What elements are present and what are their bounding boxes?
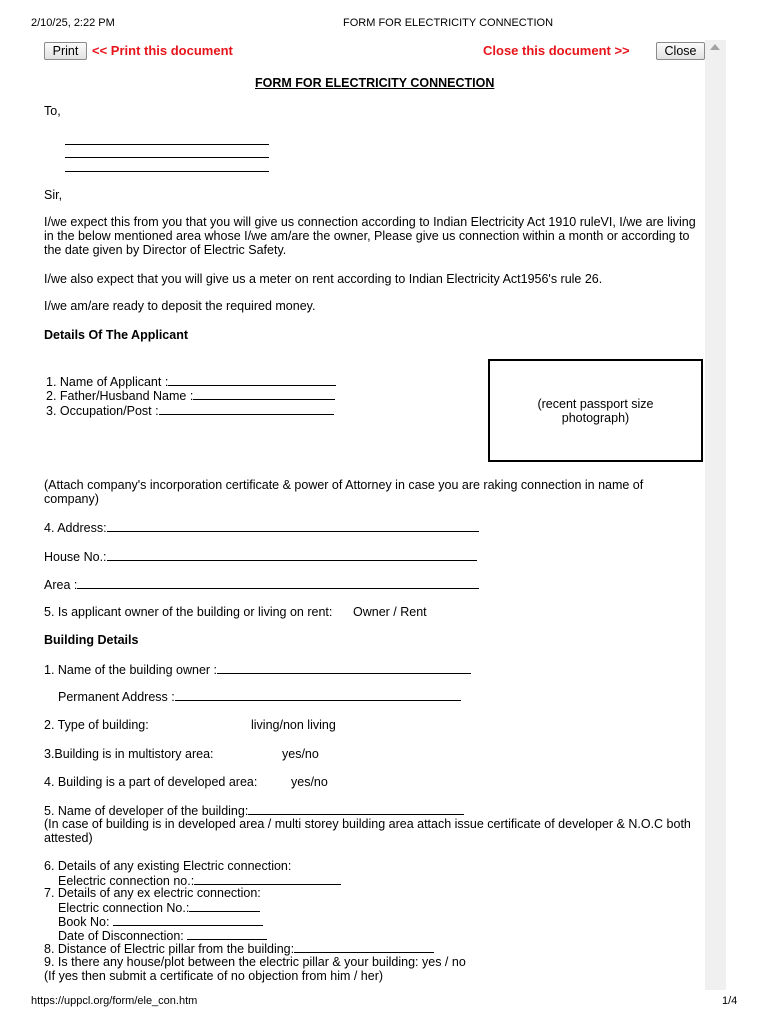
- print-page-title: FORM FOR ELECTRICITY CONNECTION: [343, 17, 554, 29]
- ex-connection-label: 7. Details of any ex electric connection:: [44, 886, 261, 900]
- address-field: [44, 520, 479, 535]
- house-blank[interactable]: [107, 549, 477, 561]
- applicant-name-blank[interactable]: [168, 374, 336, 386]
- address-line-3: [65, 171, 269, 172]
- developer-field: [44, 803, 464, 818]
- salutation: Sir,: [44, 188, 63, 202]
- pillar-distance-blank[interactable]: [294, 941, 434, 953]
- print-page-number: 1/4: [722, 995, 738, 1007]
- vertical-scrollbar[interactable]: [705, 40, 726, 990]
- owner-question: 5. Is applicant owner of the building or living on rent:: [44, 605, 333, 619]
- address-blank[interactable]: [107, 520, 479, 532]
- ex-connection-no-blank[interactable]: [189, 900, 260, 912]
- house-field: [44, 549, 477, 564]
- developed-options: yes/no: [291, 775, 328, 789]
- ex-connection-no-field: [58, 900, 260, 915]
- building-heading: Building Details: [44, 633, 139, 647]
- building-type-label: 2. Type of building:: [44, 718, 149, 732]
- scroll-up-arrow-icon[interactable]: [710, 44, 720, 50]
- address-line-1: [65, 144, 269, 145]
- form-title: FORM FOR ELECTRICITY CONNECTION: [255, 76, 495, 90]
- print-url: https://uppcl.org/form/ele_con.htm: [31, 995, 198, 1007]
- attach-note: (Attach company's incorporation certificate & power of Attorney in case you are raking connection in name of company): [44, 478, 644, 506]
- print-datetime: 2/10/25, 2:22 PM: [31, 17, 115, 29]
- paragraph-1: I/we expect this from you that you will give us connection according to Indian Electricity Act 1910 ruleVI, I/we are living in the below mentioned area whose I/we am/are the owner, Please give us connection within a month or according to the date given by Director of Electric Safety.: [44, 215, 696, 257]
- building-type-options: living/non living: [251, 718, 336, 732]
- disconnection-date-blank[interactable]: [187, 928, 267, 940]
- developer-note: (In case of building is in developed area / multi storey building area attach issue certificate of developer & N.O.C both attested): [44, 817, 691, 845]
- existing-connection-no-blank[interactable]: [194, 873, 341, 885]
- to-label: To,: [44, 104, 61, 118]
- book-no-blank[interactable]: [113, 914, 263, 926]
- father-husband-label: 2. Father/Husband Name :: [46, 389, 194, 403]
- developed-label: 4. Building is a part of developed area:: [44, 775, 258, 789]
- address-line-2: [65, 157, 269, 158]
- book-no-label: Book No:: [58, 915, 110, 929]
- occupation-label: 3. Occupation/Post :: [46, 404, 159, 418]
- close-document-link[interactable]: Close this document >>: [483, 43, 630, 58]
- occupation-blank[interactable]: [159, 403, 334, 415]
- disconnection-date-label: Date of Disconnection:: [58, 929, 184, 943]
- permanent-address-blank[interactable]: [175, 689, 461, 701]
- developer-blank[interactable]: [248, 803, 464, 815]
- photo-box: [488, 359, 703, 462]
- plot-note: (If yes then submit a certificate of no objection from him / her): [44, 969, 384, 983]
- book-no-field: [58, 914, 263, 929]
- area-blank[interactable]: [77, 577, 479, 589]
- multistory-options: yes/no: [282, 747, 319, 761]
- permanent-address-label: Permanent Address :: [58, 690, 175, 704]
- applicant-heading: Details Of The Applicant: [44, 328, 189, 342]
- multistory-label: 3.Building is in multistory area:: [44, 747, 214, 761]
- plot-question: 9. Is there any house/plot between the electric pillar & your building: yes / no: [44, 955, 466, 969]
- area-label: Area :: [44, 578, 78, 592]
- print-document-link[interactable]: << Print this document: [92, 43, 233, 58]
- applicant-name-label: 1. Name of Applicant :: [46, 375, 169, 389]
- existing-connection-no-label: Eelectric connection no.:: [58, 874, 195, 888]
- paragraph-3: I/we am/are ready to deposit the required money.: [44, 299, 316, 313]
- building-owner-blank[interactable]: [217, 662, 471, 674]
- occupation-field: [46, 403, 334, 418]
- developer-label: 5. Name of developer of the building:: [44, 804, 249, 818]
- existing-connection-label: 6. Details of any existing Electric connection:: [44, 859, 292, 873]
- applicant-name-field: [46, 374, 336, 389]
- address-label: 4. Address:: [44, 521, 107, 535]
- building-owner-field: [44, 662, 471, 677]
- paragraph-2: I/we also expect that you will give us a meter on rent according to Indian Electricity Act1956's rule 26.: [44, 272, 603, 286]
- print-button[interactable]: Print: [44, 42, 87, 60]
- owner-options: Owner / Rent: [353, 605, 427, 619]
- photo-label: (recent passport size photograph): [537, 396, 654, 425]
- pillar-distance-label: 8. Distance of Electric pillar from the building:: [44, 942, 295, 956]
- permanent-address-field: [58, 689, 461, 704]
- building-owner-label: 1. Name of the building owner :: [44, 663, 218, 677]
- close-button[interactable]: Close: [656, 42, 705, 60]
- area-field: [44, 577, 479, 592]
- house-label: House No.:: [44, 550, 107, 564]
- ex-connection-no-label: Electric connection No.:: [58, 901, 190, 915]
- father-husband-field: [46, 388, 335, 403]
- father-husband-blank[interactable]: [193, 388, 335, 400]
- pillar-distance-field: [44, 941, 434, 956]
